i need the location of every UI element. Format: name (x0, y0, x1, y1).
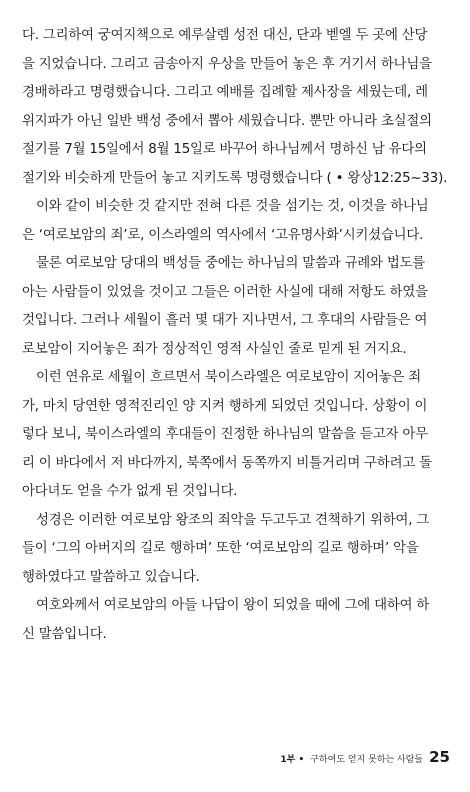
text-line: 로보암이 지어놓은 죄가 정상적인 영적 사실인 줄로 믿게 된 거지요. (22, 341, 407, 357)
text-line: 들이 ‘그의 아버지의 길로 행하며’ 또한 ‘여로보암의 길로 행하며’ 악을 (22, 541, 419, 556)
text-line: 이런 연유로 세월이 흐르면서 북이스라엘은 여로보암이 지어놓은 죄 (36, 370, 421, 385)
text-line: 을 지었습니다. 그리고 금송아지 우상을 만들어 놓은 후 거기서 하나님을 (22, 56, 432, 72)
text-line: 은 ‘여로보암의 죄’로, 이스라엘의 역사에서 ‘고유명사화’시키셨습니다. (22, 227, 424, 243)
text-line: 성경은 이러한 여로보암 왕조의 죄악을 두고두고 견책하기 위하여, 그 (36, 512, 430, 528)
text-line: 여호와께서 여로보암의 아들 나답이 왕이 되었을 때에 그에 대하여 하 (36, 598, 430, 613)
footer-section-label: 1부 • (280, 755, 305, 765)
text-line: 절기를 7월 15일에서 8월 15일로 바꾸어 하나님께서 명하신 남 유다의 (22, 142, 427, 157)
body-text (22, 22, 450, 649)
footer-running-title: 구하여도 얻지 못하는 사람들 (310, 755, 424, 765)
text-line: 렇다 보니, 북이스라엘의 후대들이 진정한 하나님의 말씀을 듣고자 아무 (22, 427, 428, 442)
text-line: 신 말씀입니다. (22, 626, 107, 642)
text-line: 리 이 바다에서 저 바다까지, 북쪽에서 동쪽까지 비틀거리며 구하려고 돌 (22, 455, 432, 471)
text-line: 것입니다. 그러나 세월이 흘러 몇 대가 지나면서, 그 후대의 사람들은 여 (22, 313, 428, 328)
text-line: 행하였다고 말씀하고 있습니다. (22, 569, 200, 585)
text-line: 절기와 비슷하게 만들어 놓고 지키도록 명령했습니다 ( • 왕상12:25~33). (22, 170, 448, 186)
text-line: 아다녀도 얻을 수가 없게 된 것입니다. (22, 484, 238, 499)
text-line: 가, 마치 당연한 영적진리인 양 지켜 행하게 되었던 것입니다. 상황이 이 (22, 398, 428, 414)
page-footer (280, 748, 450, 766)
text-line: 이와 같이 비슷한 것 같지만 전혀 다른 것을 섬기는 것, 이것을 하나님 (36, 199, 429, 214)
text-line: 위지파가 아닌 일반 백성 중에서 뽑아 세웠습니다. 뿐만 아니라 초실절의 (22, 113, 432, 129)
text-line: 물론 여로보암 당대의 백성들 중에는 하나님의 말씀과 규례와 법도를 (36, 256, 426, 271)
page-number: 25 (429, 748, 450, 766)
text-line: 다. 그리하여 궁여지책으로 예루살렘 성전 대신, 단과 벧엘 두 곳에 산당 (22, 28, 428, 43)
text-line: 경배하라고 명령했습니다. 그리고 예배를 집례할 제사장을 세웠는데, 레 (22, 85, 428, 100)
text-line: 아는 사람들이 있었을 것이고 그들은 이러한 사실에 대해 저항도 하였을 (22, 284, 428, 300)
